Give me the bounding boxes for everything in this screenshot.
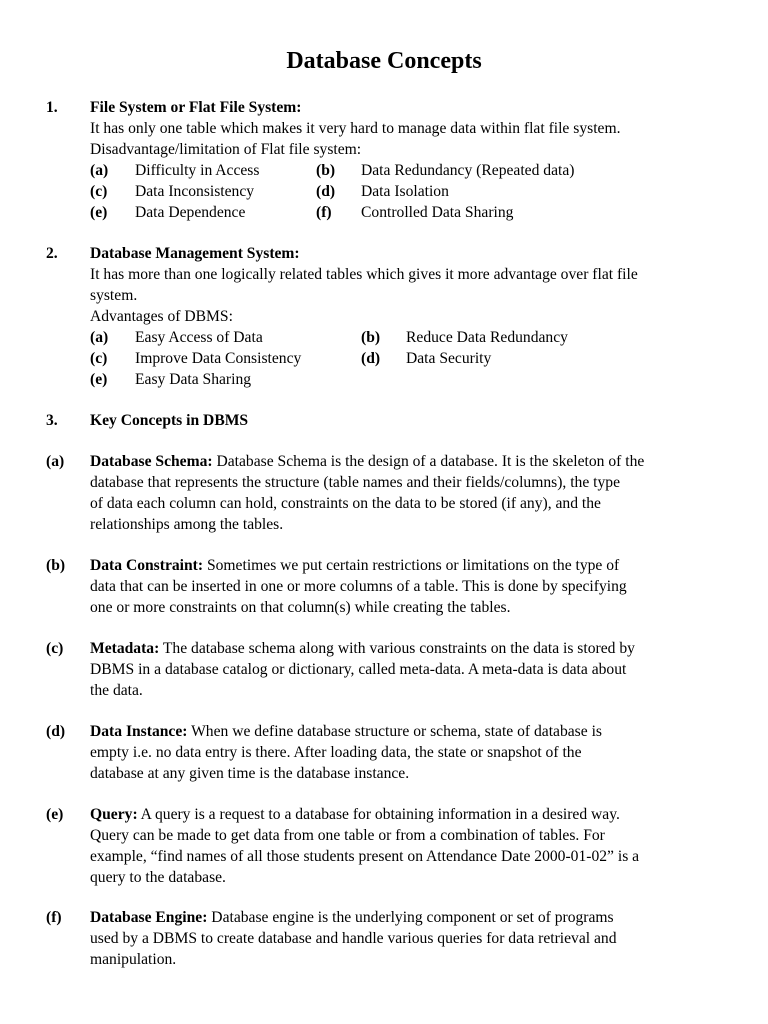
paragraph-line: Disadvantage/limitation of Flat file system: [90,141,362,158]
list-item: Data Isolation [361,183,449,200]
concept-label: (e) [46,806,64,823]
list-label: (d) [316,183,336,200]
page-title: Database Concepts [286,48,482,74]
list-label: (a) [90,162,109,179]
paragraph-line: When we define database structure or schema, state of database is [187,723,602,740]
list-label: (f) [316,204,332,221]
concept-term: Data Instance: [90,723,188,740]
concept-label: (f) [46,909,62,926]
paragraph-line: empty i.e. no data entry is there. After loading data, the state or snapshot of the [90,744,582,761]
paragraph-line: the data. [90,682,143,699]
list-label: (e) [90,204,108,221]
paragraph-line: A query is a request to a database for obtaining information in a desired way. [137,806,620,823]
section-heading: Database Management System: [90,245,300,262]
list-item: Difficulty in Access [135,162,260,179]
paragraph-line: Sometimes we put certain restrictions or limitations on the type of [203,557,620,574]
concept-label: (b) [46,557,66,574]
paragraph-line: relationships among the tables. [90,516,284,533]
section-number: 3. [46,412,58,429]
paragraph-line: of data each column can hold, constraints on the data to be stored (if any), and the [90,495,601,512]
paragraph-line: database at any given time is the database instance. [90,765,410,782]
paragraph-line: Database Schema is the design of a database. It is the skeleton of the [212,453,645,470]
section-number: 2. [46,245,58,262]
paragraph-line: example, “find names of all those students present on Attendance Date 2000-01-02” is a [90,848,640,865]
concept-term: Database Schema: [90,453,213,470]
paragraph-line: database that represents the structure (table names and their fields/columns), the type [90,474,620,491]
paragraph-line: manipulation. [90,951,177,968]
concept-term: Data Constraint: [90,557,204,574]
list-label: (e) [90,371,108,388]
list-item: Easy Data Sharing [135,371,252,388]
list-item: Reduce Data Redundancy [406,329,568,346]
list-label: (b) [361,329,381,346]
section-heading: File System or Flat File System: [90,99,302,116]
paragraph-line: Query can be made to get data from one table or from a combination of tables. For [90,827,605,844]
paragraph-line: query to the database. [90,869,226,886]
disadvantage-list [90,160,730,223]
advantage-list [90,327,730,390]
paragraph-line: DBMS in a database catalog or dictionary, called meta-data. A meta-data is data about [90,661,627,678]
paragraph-line: Database engine is the underlying component or set of programs [207,909,614,926]
list-label: (b) [316,162,336,179]
list-item: Data Security [406,350,492,367]
list-item: Data Inconsistency [135,183,255,200]
concept-label: (a) [46,453,65,470]
concept-term: Query: [90,806,138,823]
concept-term: Database Engine: [90,909,208,926]
paragraph-line: Advantages of DBMS: [90,308,233,325]
paragraph-line: It has only one table which makes it very hard to manage data within flat file system. [90,120,621,137]
list-label: (c) [90,183,108,200]
section-heading: Key Concepts in DBMS [90,412,249,429]
concept-label: (d) [46,723,66,740]
list-label: (d) [361,350,381,367]
list-item: Improve Data Consistency [135,350,302,367]
list-item: Data Dependence [135,204,246,221]
paragraph-line: It has more than one logically related tables which gives it more advantage over flat file [90,266,638,283]
concept-term: Metadata: [90,640,160,657]
paragraph-line: data that can be inserted in one or more columns of a table. This is done by specifying [90,578,627,595]
paragraph-line: one or more constraints on that column(s) while creating the tables. [90,599,511,616]
list-item: Data Redundancy (Repeated data) [361,162,575,179]
list-label: (a) [90,329,109,346]
section-number: 1. [46,99,58,116]
list-item: Controlled Data Sharing [361,204,514,221]
paragraph-line: used by a DBMS to create database and handle various queries for data retrieval and [90,930,617,947]
paragraph-line: system. [90,287,138,304]
paragraph-line: The database schema along with various constraints on the data is stored by [159,640,635,657]
list-label: (c) [90,350,108,367]
concept-label: (c) [46,640,64,657]
list-item: Easy Access of Data [135,329,263,346]
